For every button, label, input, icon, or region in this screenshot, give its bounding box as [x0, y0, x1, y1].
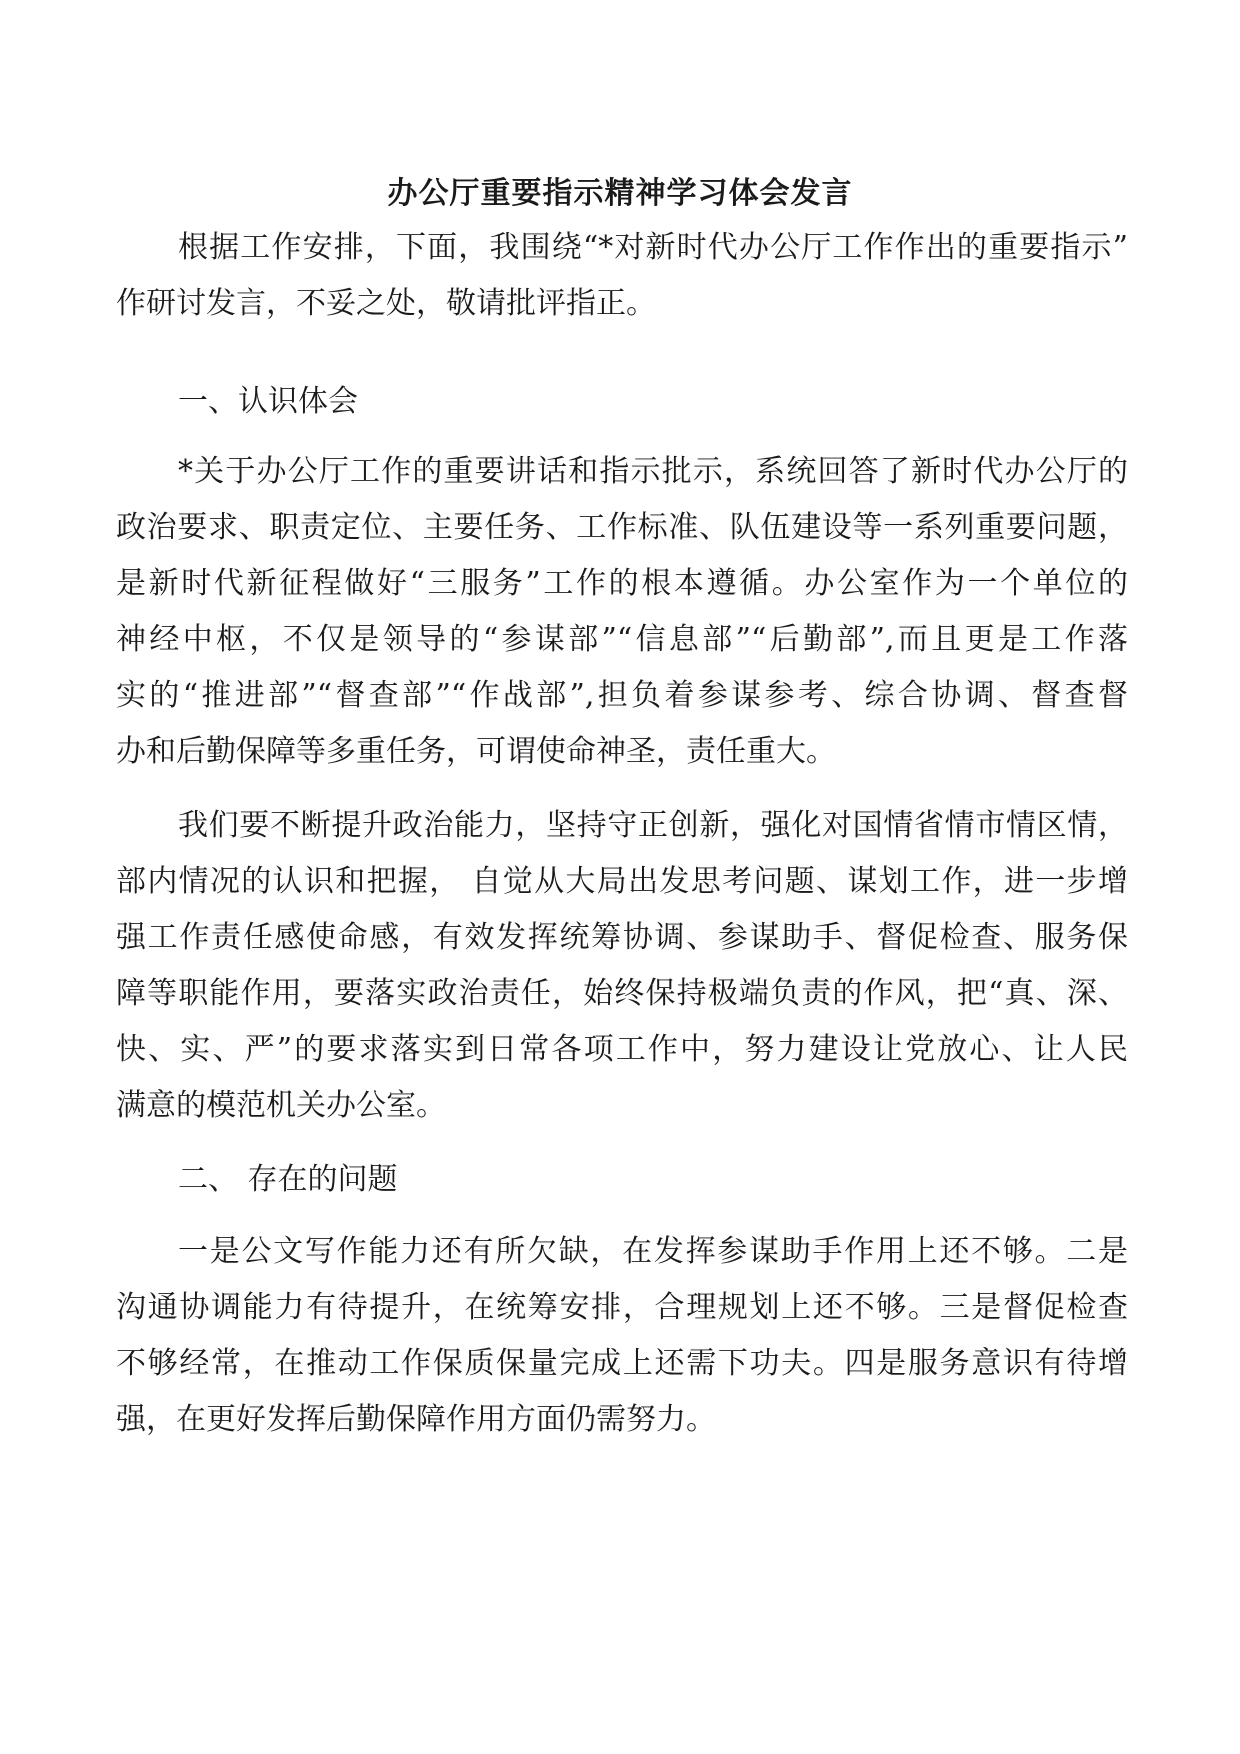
- document-title: 办公厅重要指示精神学习体会发言: [387, 176, 853, 211]
- text-line: 一是公文写作能力还有所欠缺，在发挥参谋助手作用上还不够。二是: [178, 1234, 1128, 1269]
- text-line: 障等职能作用，要落实政治责任，始终保持极端负责的作风，把“真、深、: [116, 976, 1128, 1011]
- text-line: 快、实、严”的要求落实到日常各项工作中，努力建设让党放心、让人民: [116, 1032, 1128, 1067]
- text-line: 政治要求、职责定位、主要任务、工作标准、队伍建设等一系列重要问题，: [116, 510, 1128, 545]
- text-line: 办和后勤保障等多重任务，可谓使命神圣，责任重大。: [116, 734, 836, 769]
- text-line: 作研讨发言，不妥之处，敬请批评指正。: [116, 286, 656, 321]
- text-line: 不够经常，在推动工作保质保量完成上还需下功夫。四是服务意识有待增: [116, 1346, 1128, 1381]
- text-line: 强工作责任感使命感，有效发挥统筹协调、参谋助手、督促检查、服务保: [116, 920, 1128, 955]
- text-line: 沟通协调能力有待提升，在统筹安排，合理规划上还不够。三是督促检查: [116, 1290, 1128, 1325]
- section-heading: 二、 存在的问题: [178, 1162, 398, 1197]
- text-line: *关于办公厅工作的重要讲话和指示批示，系统回答了新时代办公厅的: [178, 454, 1128, 489]
- section-heading: 一、认识体会: [178, 384, 358, 419]
- text-line: 满意的模范机关办公室。: [116, 1088, 446, 1123]
- text-line: 强，在更好发挥后勤保障作用方面仍需努力。: [116, 1402, 716, 1437]
- text-line: 部内情况的认识和把握， 自觉从大局出发思考问题、谋划工作，进一步增: [116, 864, 1128, 899]
- text-line: 实的“推进部”“督查部”“作战部”,担负着参谋参考、综合协调、督查督: [116, 678, 1128, 713]
- text-line: 是新时代新征程做好“三服务”工作的根本遵循。办公室作为一个单位的: [116, 566, 1128, 601]
- text-line: 神经中枢，不仅是领导的“参谋部”“信息部”“后勤部”,而且更是工作落: [116, 622, 1128, 657]
- text-line: 根据工作安排，下面，我围绕“*对新时代办公厅工作作出的重要指示”: [178, 230, 1128, 265]
- text-line: 我们要不断提升政治能力，坚持守正创新，强化对国情省情市情区情，: [178, 808, 1128, 843]
